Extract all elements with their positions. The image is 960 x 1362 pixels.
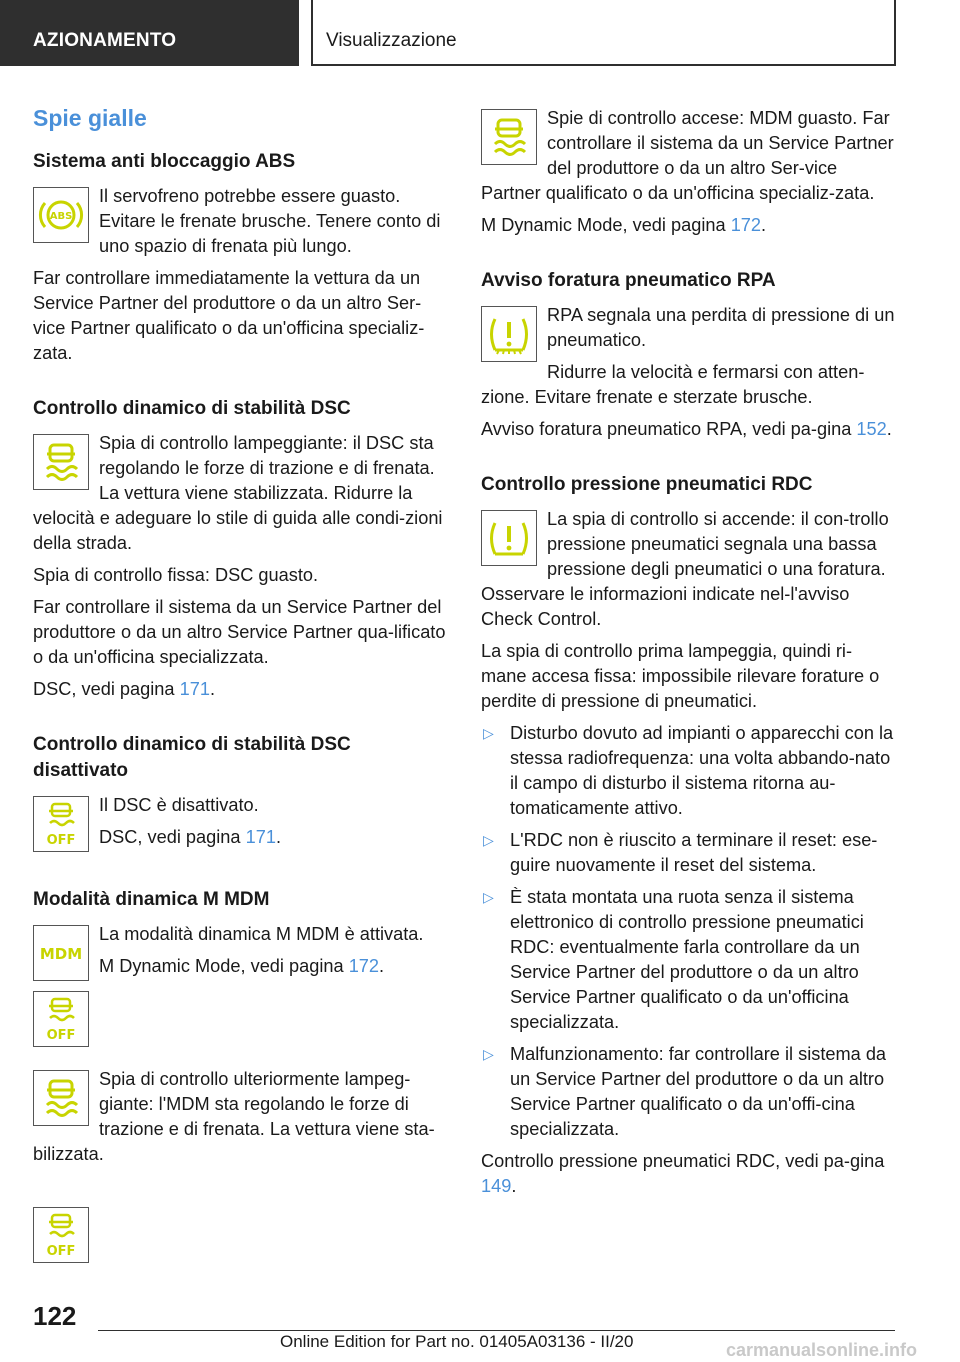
rpa-page-link[interactable]: 152 (856, 419, 887, 439)
dsc-off-icon (33, 796, 89, 852)
dsc-off-reference (33, 825, 449, 850)
list-item (481, 828, 895, 878)
svg-text:OFF: OFF (46, 1244, 76, 1259)
dsc-reference-text: DSC, vedi pagina (33, 679, 180, 699)
list-item-text: Malfunzionamento: far controllare il sistema da un Service Partner del produttore o da un altro Service Partner qualificato o da un'offi-cina specializzata. (510, 1044, 887, 1139)
rpa-reference-text: Avviso foratura pneumatico RPA, vedi pa-gina (481, 419, 857, 439)
list-item-text: Disturbo dovuto ad impianti o apparecchi con la stessa radiofrequenza: una volta abbando-nato il campo di disturbo il sistema ritorna au-tomaticamente attivo. (510, 723, 894, 818)
rpa-text-2: Ridurre la velocità e fermarsi con atten-zione. Evitare frenate e sterzate brusche. (481, 362, 865, 407)
mdm-fault-text: Spie di controllo accese: MDM guasto. Far controllare il sistema da un Service Partner del produttore o da un altro Ser-vice Partner qualificato o da un'officina specializ-zata. (481, 108, 894, 203)
abs-text-2: Far controllare immediatamente la vettura da un Service Partner del produttore o da un altro Ser-vice Partner qualificato o da un'officina specializ-zata. (33, 268, 425, 363)
dsc-text: Spia di controllo lampeggiante: il DSC sta regolando le forze di trazione e di frenata. La vettura viene stabilizzata. Ridurre la velocità e adeguare lo stile di guida alle condi-zioni della strada. (33, 433, 443, 553)
left-column (33, 100, 449, 1267)
rdc-page-link[interactable]: 149 (481, 1176, 512, 1196)
page-header (0, 0, 960, 66)
rdc-bullet-list (481, 721, 895, 1142)
mdm-reference (33, 954, 449, 979)
rdc-reference (481, 1149, 895, 1199)
list-item-text: È stata montata una ruota senza il sistema elettronico di controllo pressione pneumatici RDC: eventualmente farla controllare da un Service Partner del produttore o da un altro Service Partner qualificato o da un'officina specializzata. (510, 887, 864, 1032)
dsc-text-2: Spia di controllo fissa: DSC guasto. (33, 565, 319, 585)
dsc-off-icon (33, 1207, 89, 1263)
rdc-reference-end: . (511, 1176, 517, 1196)
mdm-reference-end: . (379, 956, 385, 976)
mdm-page-link[interactable]: 172 (348, 956, 380, 976)
abs-heading: Sistema anti bloccaggio ABS (33, 151, 296, 172)
tire-pressure-icon (481, 510, 537, 566)
footer-divider (98, 1330, 895, 1331)
tire-pressure-icon (481, 306, 537, 362)
list-item-text: L'RDC non è riuscito a terminare il reset: ese-guire nuovamente il reset del sistema. (510, 830, 878, 875)
dsc-skid-icon (33, 434, 89, 490)
rpa-text: RPA segnala una perdita di pressione di un pneumatico. (547, 305, 895, 350)
dsc-off-text: Il DSC è disattivato. (99, 795, 259, 815)
mdm-text: La modalità dinamica M MDM è attivata. (99, 924, 424, 944)
dsc-page-link[interactable]: 171 (179, 679, 210, 699)
svg-text:ABS: ABS (49, 211, 73, 222)
page-number: 122 (33, 1301, 77, 1331)
mdm-fault-reference (481, 213, 895, 238)
list-item (481, 721, 895, 821)
dsc-off-icon (33, 991, 89, 1047)
rdc-text: La spia di controllo si accende: il con-trollo pressione pneumatici segnala una bassa pressione degli pneumatici o una foratura. Osservare le informazioni indicate nel-l'avviso Check Control. (481, 509, 889, 629)
list-item (481, 1042, 895, 1142)
rdc-text-2: La spia di controllo prima lampeggia, quindi ri-mane accesa fissa: impossibile rilevare forature o perdite di pressione di pneumatici. (481, 641, 880, 711)
dsc-reference (33, 677, 449, 702)
header-topic-label: Visualizzazione (311, 0, 896, 66)
svg-text:OFF: OFF (46, 1028, 76, 1043)
dsc-off-reference-text: DSC, vedi pagina (99, 827, 246, 847)
abs-text: Il servofreno potrebbe essere guasto. Evitare le frenate brusche. Tenere conto di uno spazio di frenata più lungo. (99, 186, 441, 256)
list-item (481, 885, 895, 1035)
bullet-triangle-icon: ▷ (483, 889, 494, 905)
svg-text:OFF: OFF (46, 833, 76, 848)
mdm-icon (33, 925, 89, 981)
rpa-reference-end: . (886, 419, 892, 439)
bullet-triangle-icon: ▷ (483, 832, 494, 848)
dsc-reference-end: . (209, 679, 216, 699)
rpa-heading: Avviso foratura pneumatico RPA (481, 270, 776, 291)
dsc-skid-icon (33, 1070, 89, 1126)
mdm-reference-text: M Dynamic Mode, vedi pagina (99, 956, 349, 976)
dsc-off-page-link[interactable]: 171 (245, 827, 276, 847)
mdm-heading: Modalità dinamica M MDM (33, 889, 270, 910)
rdc-heading: Controllo pressione pneumatici RDC (481, 474, 813, 495)
dsc-off-reference-end: . (275, 827, 282, 847)
watermark: carmanualsonline.info (726, 1340, 918, 1360)
mdm-fault-reference-text: M Dynamic Mode, vedi pagina (481, 215, 731, 235)
right-column (481, 106, 895, 1206)
dsc-text-3: Far controllare il sistema da un Service Partner del produttore o da un altro Service Partner qua-lificato o da un'officina specializzata. (33, 597, 446, 667)
abs-warning-icon (33, 187, 89, 243)
dsc-off-heading: Controllo dinamico di stabilità DSC disattivato (33, 734, 351, 781)
bullet-triangle-icon: ▷ (483, 1046, 494, 1062)
dsc-heading: Controllo dinamico di stabilità DSC (33, 398, 351, 419)
mdm-fault-reference-end: . (761, 215, 767, 235)
dsc-skid-icon (481, 109, 537, 165)
rdc-reference-text: Controllo pressione pneumatici RDC, vedi pa-gina (481, 1151, 885, 1171)
mdm-text-2: Spia di controllo ulteriormente lampeg-giante: l'MDM sta regolando le forze di trazione e di frenata. La vettura viene sta-bilizzata. (33, 1069, 435, 1164)
svg-text:MDM: MDM (39, 945, 83, 963)
bullet-triangle-icon: ▷ (483, 725, 494, 741)
header-section-label: AZIONAMENTO (0, 0, 299, 66)
section-title: Spie gialle (33, 105, 147, 131)
footer-edition: Online Edition for Part no. 01405A03136 - II/20 (280, 1332, 634, 1351)
mdm-fault-page-link[interactable]: 172 (730, 215, 762, 235)
rpa-reference (481, 417, 895, 442)
